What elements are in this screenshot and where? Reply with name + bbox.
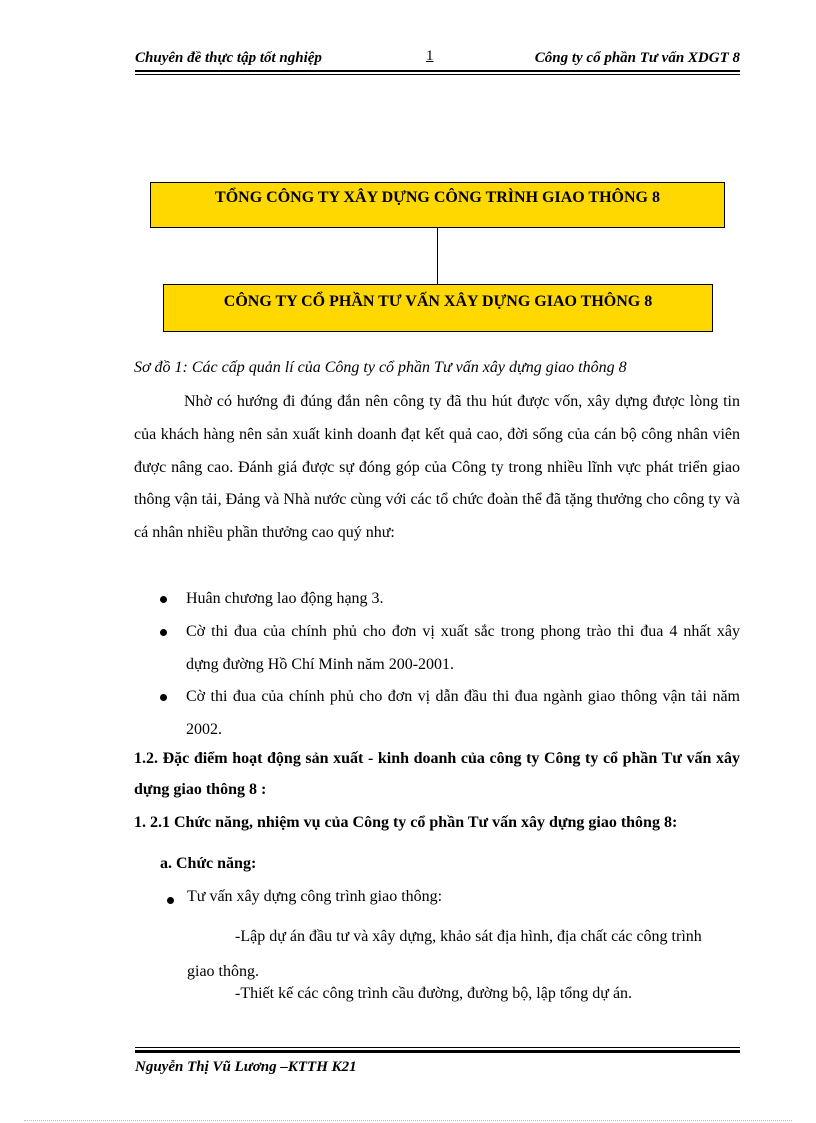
page-edge — [24, 1120, 792, 1121]
header-title: Chuyên đề thực tập tốt nghiệp — [135, 50, 322, 66]
parent-company-box: TỔNG CÔNG TY XÂY DỰNG CÔNG TRÌNH GIAO THÔNG 8 — [150, 182, 725, 228]
list-item — [134, 616, 740, 682]
page-number: 1 — [426, 48, 434, 64]
function-line-2: -Thiết kế các công trình cầu đường, đường bộ, lập tổng dự án. — [235, 985, 633, 1002]
footer-author: Nguyễn Thị Vũ Lương –KTTH K21 — [135, 1059, 357, 1075]
footer-rule-thin — [135, 1047, 740, 1048]
award-text: Cờ thi đua của chính phủ cho đơn vị xuất sắc trong phong trào thi đua 4 nhất xây dựng đường Hồ Chí Minh năm 200-2001. — [186, 622, 740, 673]
header-rule — [135, 70, 740, 72]
page-header — [135, 48, 740, 70]
header-company: Công ty cổ phần Tư vấn XDGT 8 — [534, 50, 740, 66]
intro-paragraph: Nhờ có hướng đi đúng đắn nên công ty đã thu hút được vốn, xây dựng được lòng tin của khách hàng nên sản xuất kinh doanh đạt kết quả cao, đời sống của cán bộ công nhân viên được nâng cao. Đánh giá được sự đóng góp của Công ty trong nhiều lĩnh vực phát triển giao thông vận tải, Đảng và Nhà nước cùng với các tổ chức đoàn thể đã tặng thưởng cho công ty và cá nhân nhiều phần thưởng cao quý như: — [134, 393, 740, 542]
header-rule-thin — [135, 74, 740, 75]
footer-rule — [135, 1050, 740, 1053]
bullet-icon — [160, 629, 167, 636]
award-text: Huân chương lao động hạng 3. — [186, 590, 384, 607]
subsidiary-company-box: CÔNG TY CỔ PHẦN TƯ VẤN XÂY DỰNG GIAO THÔNG 8 — [163, 284, 713, 332]
hierarchy-connector — [437, 228, 438, 289]
subsection-heading-a: a. Chức năng: — [160, 855, 257, 872]
list-item — [134, 681, 740, 747]
function-line-1: -Lập dự án đầu tư và xây dựng, khảo sát địa hình, địa chất các công trình giao thông. — [187, 928, 702, 980]
award-text: Cờ thi đua của chính phủ cho đơn vị dẫn đầu thi đua ngành giao thông vận tải năm 2002. — [186, 688, 740, 739]
section-heading-1-2: 1.2. Đặc điểm hoạt động sản xuất - kinh doanh của công ty Công ty cổ phần Tư vấn xây dựng giao thông 8 : — [134, 750, 740, 798]
bullet-icon — [160, 596, 167, 603]
bullet-icon — [160, 694, 167, 701]
section-heading-1-2-1: 1. 2.1 Chức năng, nhiệm vụ của Công ty cổ phần Tư vấn xây dựng giao thông 8: — [134, 814, 678, 831]
diagram-caption: Sơ đồ 1: Các cấp quản lí của Công ty cổ phần Tư vấn xây dựng giao thông 8 — [134, 359, 627, 376]
function-bullet: Tư vấn xây dựng công trình giao thông: — [187, 888, 443, 905]
bullet-icon — [167, 897, 174, 904]
list-item — [134, 583, 740, 616]
awards-list — [134, 583, 740, 747]
